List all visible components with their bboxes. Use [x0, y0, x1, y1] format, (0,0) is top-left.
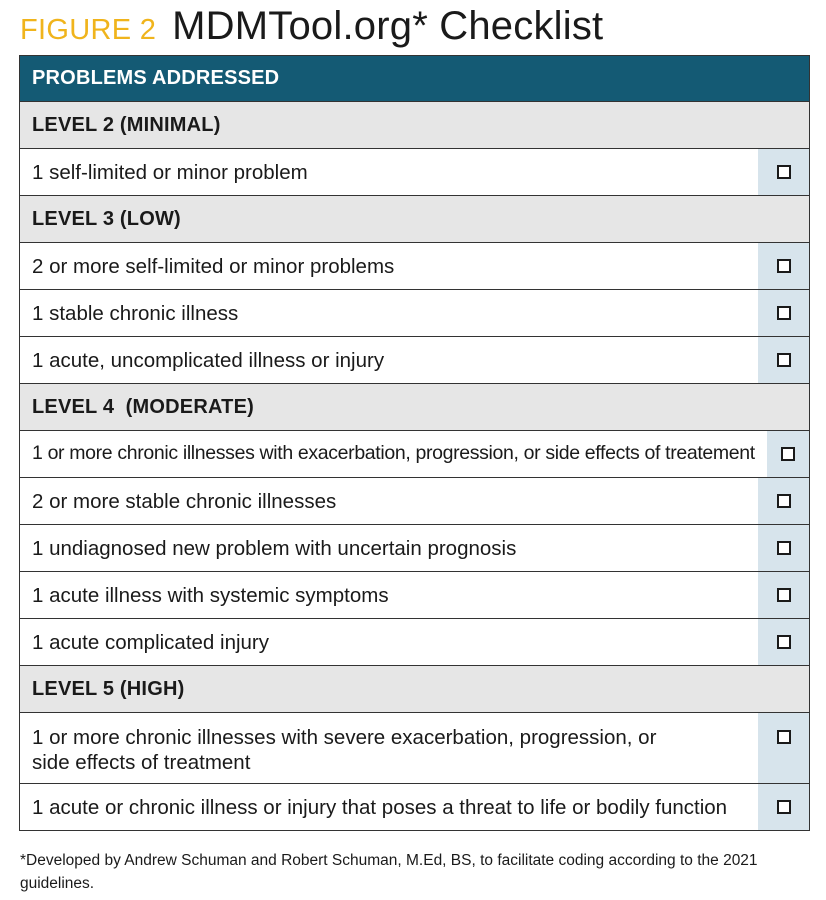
- checkbox[interactable]: [777, 494, 791, 508]
- checklist-item-label: 1 acute, uncomplicated illness or injury: [32, 348, 385, 372]
- checklist-item-label: 1 acute complicated injury: [32, 630, 270, 654]
- checkbox[interactable]: [781, 447, 795, 461]
- level-4-heading: LEVEL 4 (MODERATE): [20, 383, 809, 430]
- figure-label: FIGURE 2: [20, 14, 157, 46]
- checkbox-cell: [758, 619, 809, 665]
- figure-title-row: [20, 4, 603, 52]
- checkbox-cell: [758, 525, 809, 571]
- checkbox-cell: [758, 478, 809, 524]
- checkbox[interactable]: [777, 730, 791, 744]
- footnote: *Developed by Andrew Schuman and Robert Schuman, M.Ed, BS, to facilitate coding according to the 2021 guidelines.: [20, 852, 758, 892]
- checklist-row: [20, 571, 809, 618]
- checkbox[interactable]: [777, 165, 791, 179]
- checkbox-cell: [758, 149, 809, 195]
- checklist-row: [20, 289, 809, 336]
- checkbox[interactable]: [777, 588, 791, 602]
- checkbox-cell: [758, 784, 809, 830]
- checklist-table: [19, 55, 810, 831]
- checklist-row: [20, 336, 809, 383]
- checklist-row: [20, 430, 809, 477]
- checklist-row: [20, 618, 809, 665]
- checkbox-cell: [758, 290, 809, 336]
- checklist-item-label: 2 or more stable chronic illnesses: [32, 489, 337, 513]
- checklist-item-label: 1 undiagnosed new problem with uncertain prognosis: [32, 536, 517, 560]
- level-2-heading: LEVEL 2 (MINIMAL): [20, 101, 809, 148]
- checklist-row: [20, 477, 809, 524]
- checklist-item-label: 1 or more chronic illnesses with exacerbation, progression, or side effects of treatement: [32, 442, 755, 465]
- checklist-item-label: 1 or more chronic illnesses with severe exacerbation, progression, or side effects of treatment: [32, 726, 657, 774]
- checklist-item-label: 1 self-limited or minor problem: [32, 160, 308, 184]
- checklist-item-label: 1 acute illness with systemic symptoms: [32, 583, 389, 607]
- level-3-heading: LEVEL 3 (LOW): [20, 195, 809, 242]
- checkbox[interactable]: [777, 541, 791, 555]
- checklist-row: [20, 148, 809, 195]
- checkbox[interactable]: [777, 635, 791, 649]
- checkbox-cell: [758, 337, 809, 383]
- level-5-heading: LEVEL 5 (HIGH): [20, 665, 809, 712]
- checkbox-cell: [758, 243, 809, 289]
- table-header: PROBLEMS ADDRESSED: [20, 56, 809, 101]
- checkbox[interactable]: [777, 353, 791, 367]
- checklist-item-label: 1 acute or chronic illness or injury that poses a threat to life or bodily function: [32, 795, 728, 819]
- checkbox-cell: [758, 713, 809, 783]
- checkbox[interactable]: [777, 259, 791, 273]
- checklist-item-label: 1 stable chronic illness: [32, 301, 239, 325]
- checkbox-cell: [767, 431, 809, 477]
- checklist-row: [20, 783, 809, 830]
- checklist-item-label: 2 or more self-limited or minor problems: [32, 254, 395, 278]
- checkbox[interactable]: [777, 800, 791, 814]
- checkbox-cell: [758, 572, 809, 618]
- checklist-row: [20, 242, 809, 289]
- figure-title: MDMTool.org* Checklist: [172, 4, 604, 48]
- checklist-row: [20, 712, 809, 783]
- checkbox[interactable]: [777, 306, 791, 320]
- checklist-row: [20, 524, 809, 571]
